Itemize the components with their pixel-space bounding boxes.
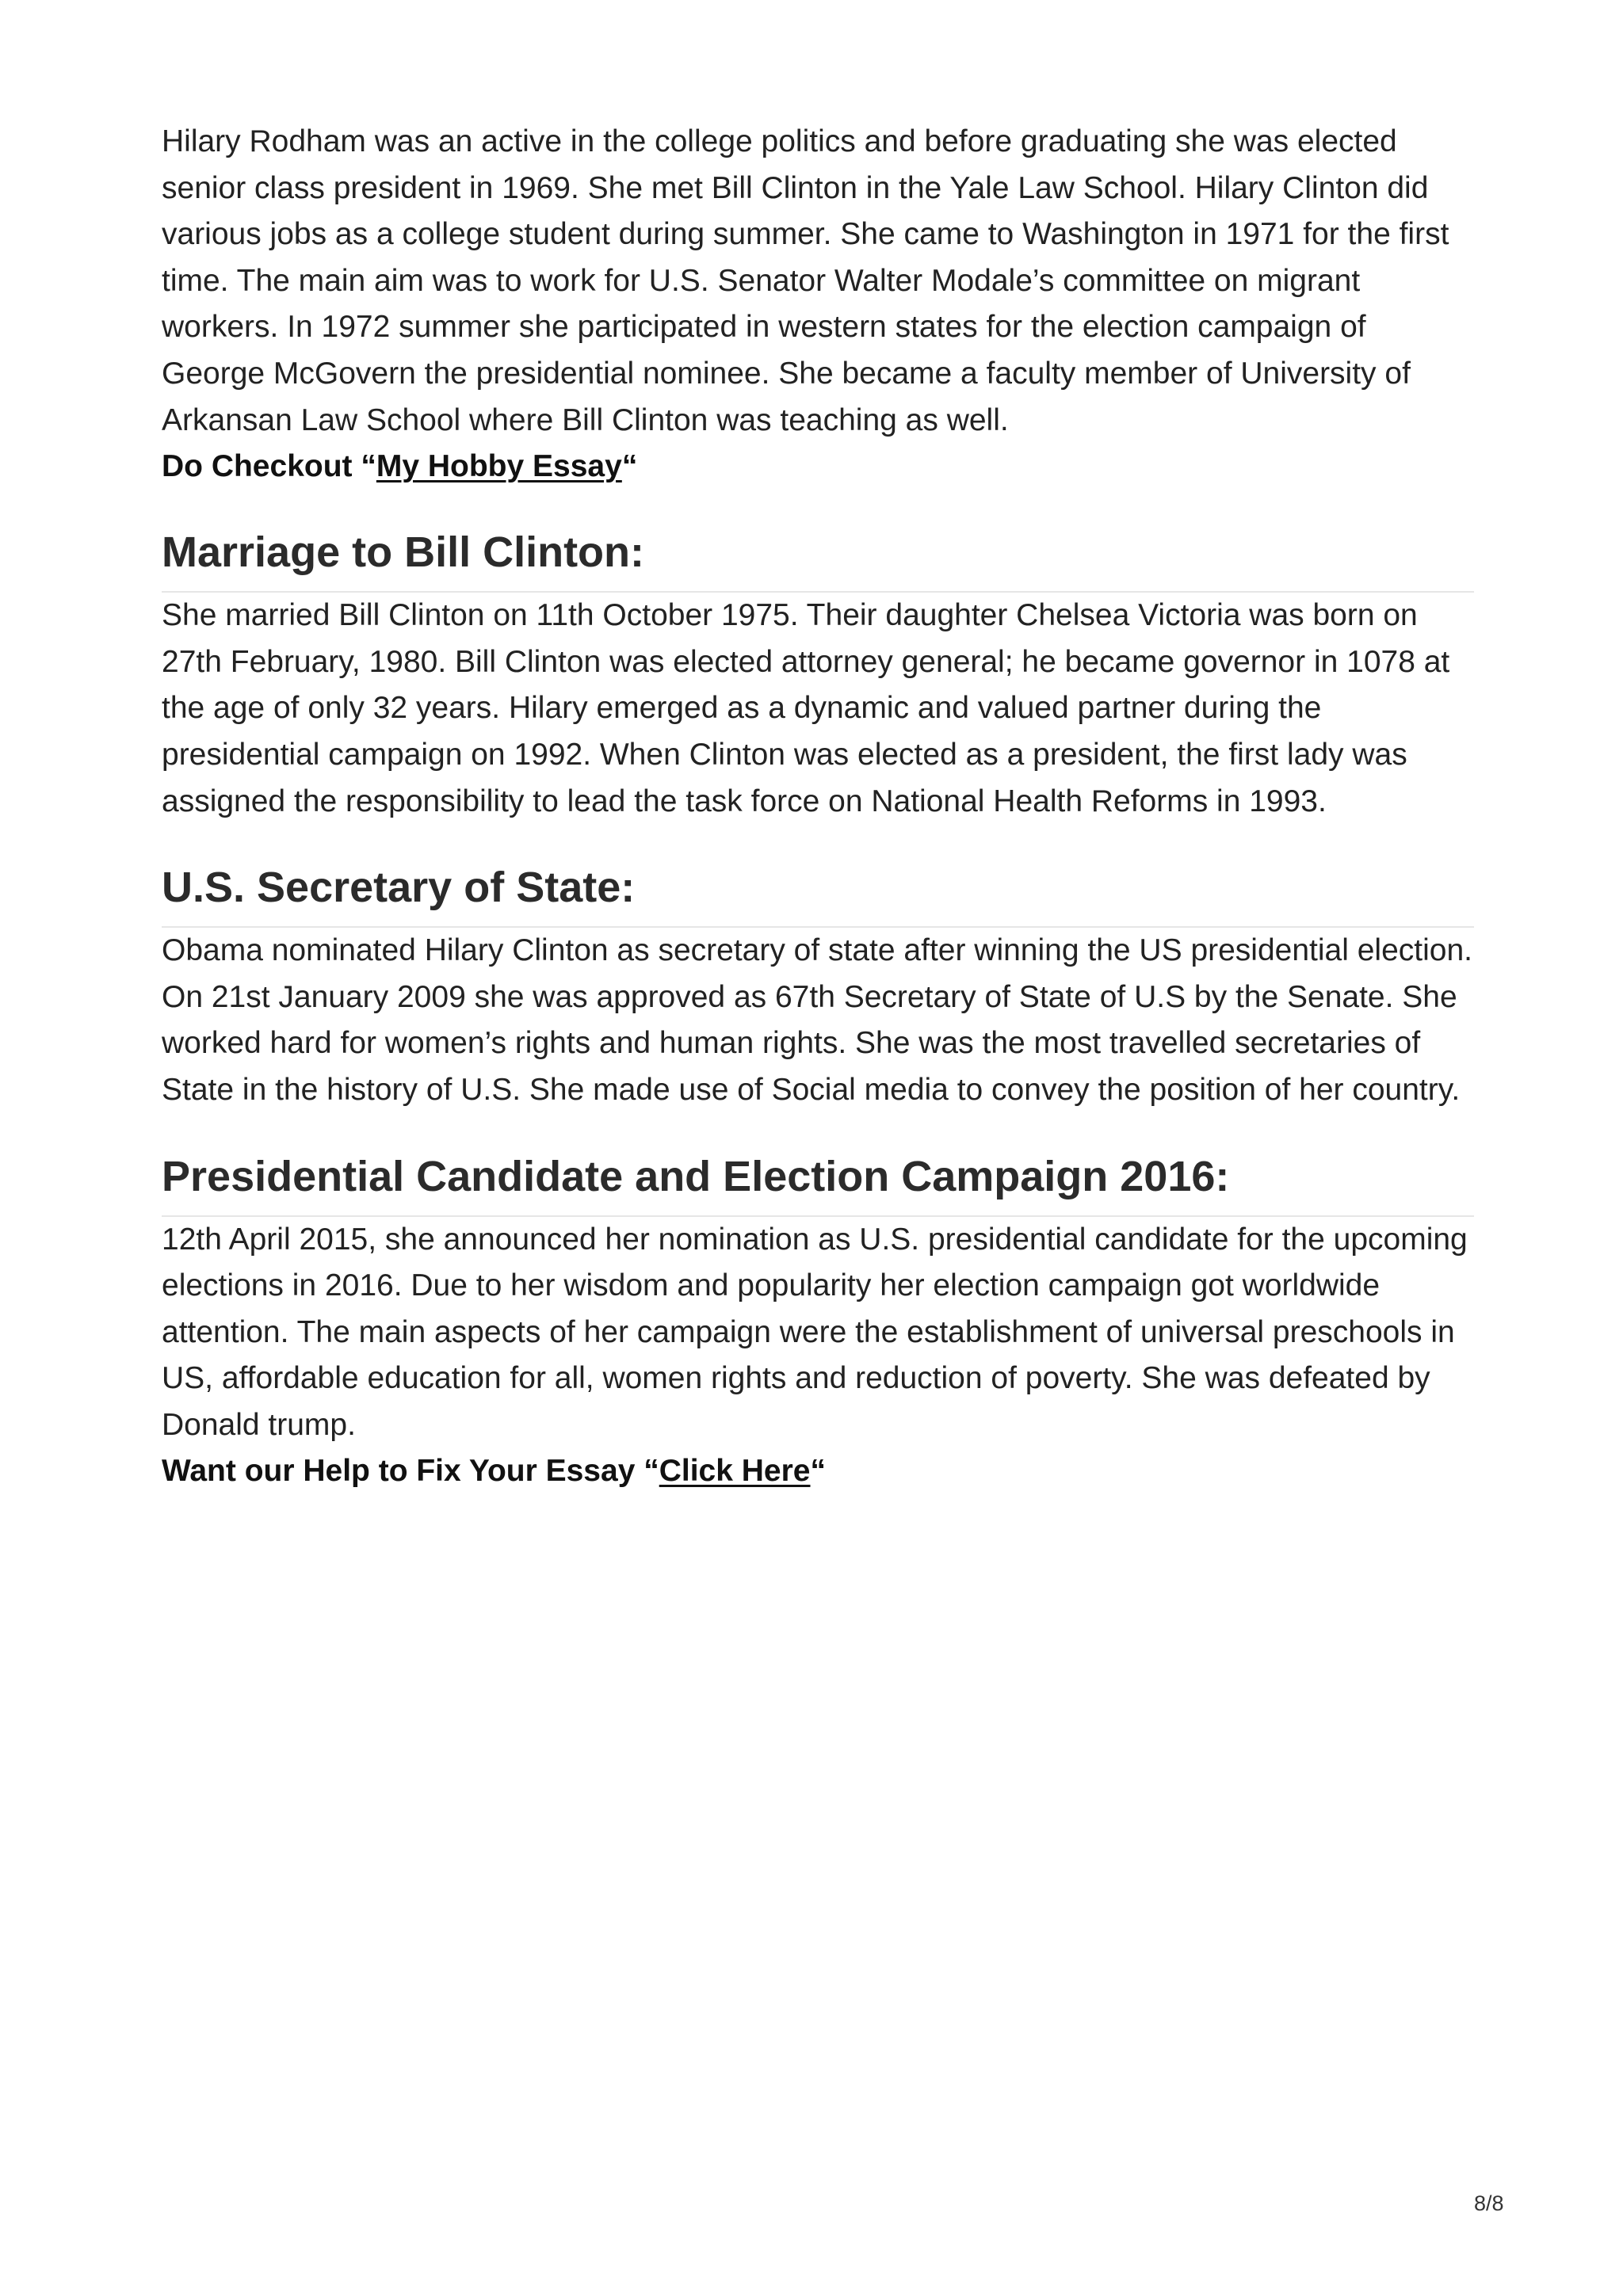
click-here-link[interactable]: Click Here [659, 1454, 811, 1489]
page-number: 8/8 [1474, 2191, 1504, 2215]
intro-paragraph: Hilary Rodham was an active in the college politics and before graduating she was elected senior class president in 1969. She met Bill Clinton in the Yale Law School. Hilary Clinton did various jobs as a college student during summer. She came to Washington in 1971 for the first time. The main aim was to work for U.S. Senator Walter Modale’s committee on migrant workers. In 1972 summer she participated in western states for the election campaign of George McGovern the presidential nominee. She became a faculty member of University of Arkansan Law School where Bill Clinton was teaching as well. [162, 124, 1449, 437]
document-page [162, 119, 1474, 1494]
section-paragraph-election-campaign: 12th April 2015, she announced her nomination as U.S. presidential candidate for the upcoming elections in 2016. Due to her wisdom and popularity her election campaign got worldwide attention. The main aspects of her campaign were the establishment of universal preschools in US, affordable education for all, women rights and reduction of poverty. She was defeated by Donald trump. [162, 1222, 1468, 1442]
essay-help-callout-suffix: “ [810, 1454, 826, 1489]
essay-help-callout-prefix: Want our Help to Fix Your Essay “ [162, 1454, 659, 1489]
section-heading-marriage: Marriage to Bill Clinton: [162, 524, 1474, 593]
hobby-essay-callout [162, 444, 1474, 490]
hobby-essay-callout-prefix: Do Checkout “ [162, 449, 376, 484]
my-hobby-essay-link[interactable]: My Hobby Essay [376, 449, 622, 484]
section-heading-secretary-of-state: U.S. Secretary of State: [162, 860, 1474, 928]
section-paragraph-secretary-of-state: Obama nominated Hilary Clinton as secretary of state after winning the US presidential election. On 21st January 2009 she was approved as 67th Secretary of State of U.S by the Senate. She worked hard for women’s rights and human rights. She was the most travelled secretaries of State in the history of U.S. She made use of Social media to convey the position of her country. [162, 933, 1472, 1107]
section-paragraph-marriage: She married Bill Clinton on 11th October 1975. Their daughter Chelsea Victoria was born on 27th February, 1980. Bill Clinton was elected attorney general; he became governor in 1078 at the age of only 32 years. Hilary emerged as a dynamic and valued partner during the presidential campaign on 1992. When Clinton was elected as a president, the first lady was assigned the responsibility to lead the task force on National Health Reforms in 1993. [162, 598, 1450, 818]
section-heading-election-campaign: Presidential Candidate and Election Campaign 2016: [162, 1149, 1474, 1217]
hobby-essay-callout-suffix: “ [621, 449, 638, 484]
essay-help-callout [162, 1448, 1474, 1494]
